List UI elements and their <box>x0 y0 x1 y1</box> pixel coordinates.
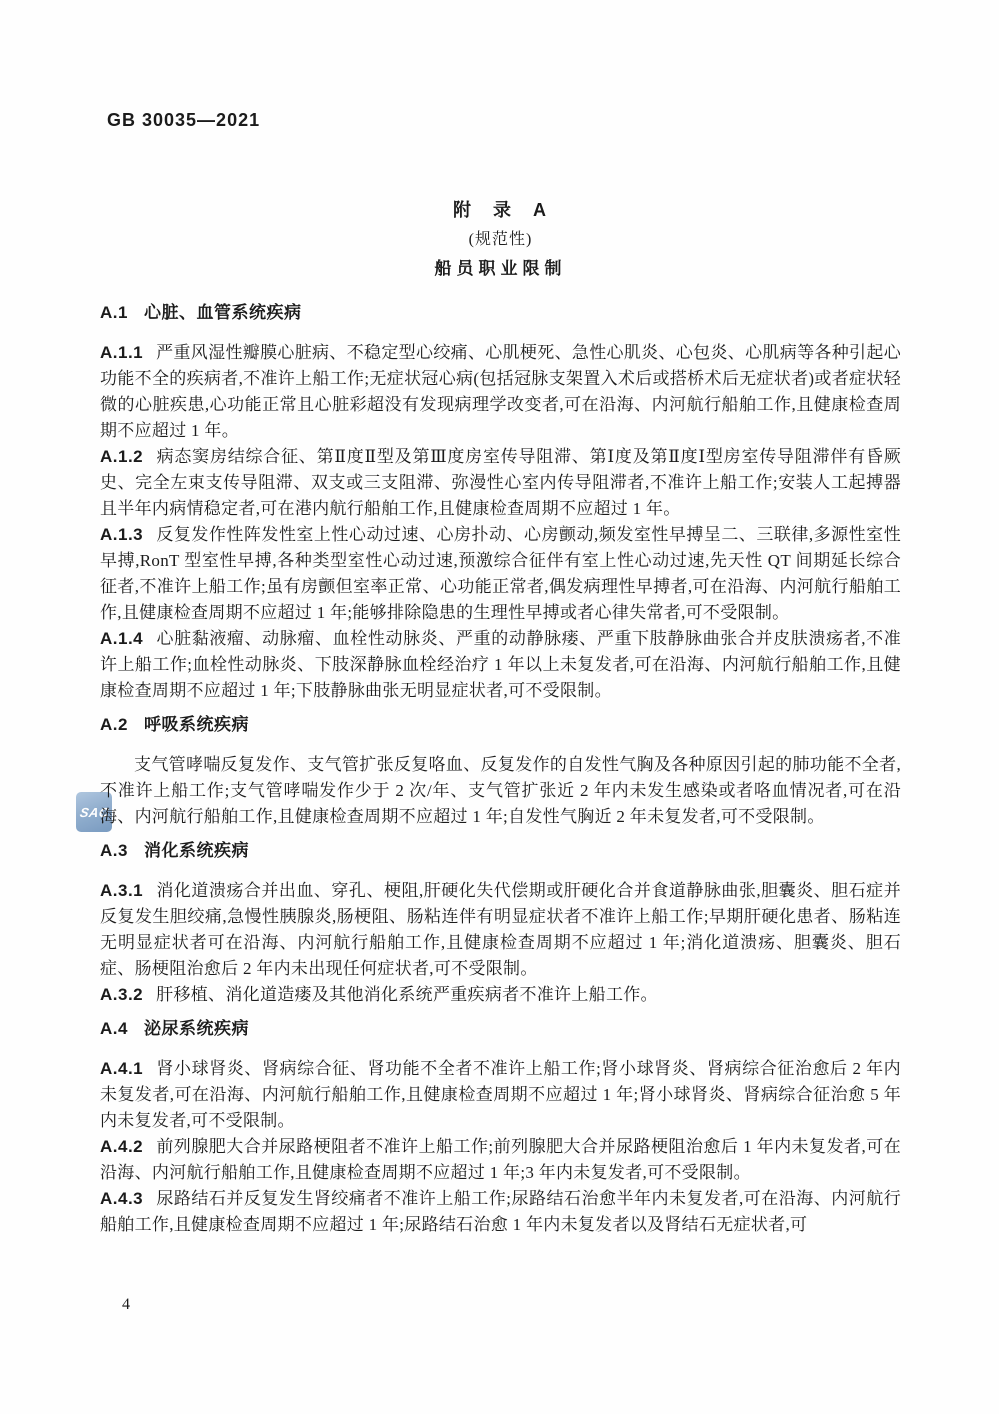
clause-paragraph-a4-1 <box>100 1056 901 1134</box>
clause-label: A.4.3 <box>100 1189 144 1208</box>
clause-text: 尿路结石并反复发生肾绞痛者不准许上船工作;尿路结石治愈半年内未复发者,可在沿海、内河航行船舶工作,且健康检查周期不应超过 1 年;尿路结石治愈 1 年内未复发者以及肾结石无症状者,可 <box>100 1189 901 1234</box>
clause-text: 肾小球肾炎、肾病综合征、肾功能不全者不准许上船工作;肾小球肾炎、肾病综合征治愈后 2 年内未复发者,可在沿海、内河航行船舶工作,且健康检查周期不应超过 1 年;肾小球肾炎、肾病综合征治愈 5 年内未复发者,可不受限制。 <box>100 1059 901 1130</box>
clause-text: 严重风湿性瓣膜心脏病、不稳定型心绞痛、心肌梗死、急性心肌炎、心包炎、心肌病等各种引起心功能不全的疾病者,不准许上船工作;无症状冠心病(包括冠脉支架置入术后或搭桥术后无症状者)或者症状轻微的心脏疾患,心功能正常且心脏彩超没有发现病理学改变者,可在沿海、内河航行船舶工作,且健康检查周期不应超过 1 年。 <box>100 343 901 440</box>
clause-label: A.1.3 <box>100 525 144 544</box>
appendix-title-block <box>100 196 901 282</box>
clause-label: A.1.1 <box>100 343 144 362</box>
section-title: 泌尿系统疾病 <box>143 1019 249 1038</box>
section-heading-a1 <box>100 300 901 326</box>
appendix-normative-label: (规范性) <box>468 231 533 248</box>
section-number: A.2 <box>100 715 128 734</box>
section-title: 呼吸系统疾病 <box>143 715 249 734</box>
section-number: A.3 <box>100 841 128 860</box>
clause-paragraph-a2 <box>100 752 901 830</box>
section-title: 心脏、血管系统疾病 <box>143 303 302 322</box>
clause-label: A.1.2 <box>100 447 144 466</box>
clause-text: 消化道溃疡合并出血、穿孔、梗阻,肝硬化失代偿期或肝硬化合并食道静脉曲张,胆囊炎、胆石症并反复发生胆绞痛,急慢性胰腺炎,肠梗阻、肠粘连伴有明显症状者不准许上船工作;早期肝硬化患者、肠粘连无明显症状者可在沿海、内河航行船舶工作,且健康检查周期不应超过 1 年;消化道溃疡、胆囊炎、胆石症、肠梗阻治愈后 2 年内未出现任何症状者,可不受限制。 <box>100 881 901 978</box>
clause-text: 病态窦房结综合征、第Ⅱ度Ⅱ型及第Ⅲ度房室传导阻滞、第Ⅰ度及第Ⅱ度Ⅰ型房室传导阻滞伴有昏厥史、完全左束支传导阻滞、双支或三支阻滞、弥漫性心室内传导阻滞者,不准许上船工作;安装人工起搏器且半年内病情稳定者,可在港内航行船舶工作,且健康检查周期不应超过 1 年。 <box>100 447 901 518</box>
clause-label: A.3.1 <box>100 881 144 900</box>
clause-paragraph-a1-4 <box>100 626 901 704</box>
page-number: 4 <box>122 1296 130 1313</box>
clause-text: 心脏黏液瘤、动脉瘤、血栓性动脉炎、严重的动静脉瘘、严重下肢静脉曲张合并皮肤溃疡者,不准许上船工作;血栓性动脉炎、下肢深静脉血栓经治疗 1 年以上未复发者,可在沿海、内河航行船舶工作,且健康检查周期不应超过 1 年;下肢静脉曲张无明显症状者,可不受限制。 <box>100 629 901 700</box>
clause-label: A.3.2 <box>100 985 144 1004</box>
clause-paragraph-a1-1 <box>100 340 901 444</box>
sac-watermark-text: SAC <box>78 804 110 820</box>
appendix-subject-title: 船员职业限制 <box>434 259 567 278</box>
clause-text: 前列腺肥大合并尿路梗阻者不准许上船工作;前列腺肥大合并尿路梗阻治愈后 1 年内未复发者,可在沿海、内河航行船舶工作,且健康检查周期不应超过 1 年;3 年内未复发者,可不受限制。 <box>100 1137 901 1182</box>
appendix-title: 附 录 A <box>453 200 548 220</box>
section-number: A.4 <box>100 1019 128 1038</box>
section-title: 消化系统疾病 <box>143 841 249 860</box>
clause-paragraph-a3-1 <box>100 878 901 982</box>
page-content <box>100 196 901 1238</box>
clause-paragraph-a4-3 <box>100 1186 901 1238</box>
section-number: A.1 <box>100 303 128 322</box>
section-heading-a2 <box>100 712 901 738</box>
clause-paragraph-a4-2 <box>100 1134 901 1186</box>
section-heading-a4 <box>100 1016 901 1042</box>
clause-paragraph-a3-2 <box>100 982 901 1008</box>
clause-label: A.1.4 <box>100 629 144 648</box>
clause-text: 支气管哮喘反复发作、支气管扩张反复咯血、反复发作的自发性气胸及各种原因引起的肺功能不全者,不准许上船工作;支气管哮喘发作少于 2 次/年、支气管扩张近 2 年内未发生感染或者咯血情况者,可在沿海、内河航行船舶工作,且健康检查周期不应超过 1 年;自发性气胸近 2 年未复发者,可不受限制。 <box>100 755 901 826</box>
clause-paragraph-a1-3 <box>100 522 901 626</box>
clause-label: A.4.2 <box>100 1137 144 1156</box>
section-heading-a3 <box>100 838 901 864</box>
clause-text: 肝移植、消化道造瘘及其他消化系统严重疾病者不准许上船工作。 <box>156 985 658 1004</box>
clause-paragraph-a1-2 <box>100 444 901 522</box>
clause-label: A.4.1 <box>100 1059 144 1078</box>
standard-number: GB 30035—2021 <box>107 110 261 130</box>
clause-text: 反复发作性阵发性室上性心动过速、心房扑动、心房颤动,频发室性早搏呈二、三联律,多源性室性早搏,RonT 型室性早搏,各种类型室性心动过速,预激综合征伴有室上性心动过速,先天性 QT 间期延长综合征者,不准许上船工作;虽有房颤但室率正常、心功能正常者,偶发病理性早搏者,可在沿海、内河航行船舶工作,且健康检查周期不应超过 1 年;能够排除隐患的生理性早搏或者心律失常者,可不受限制。 <box>100 525 901 622</box>
